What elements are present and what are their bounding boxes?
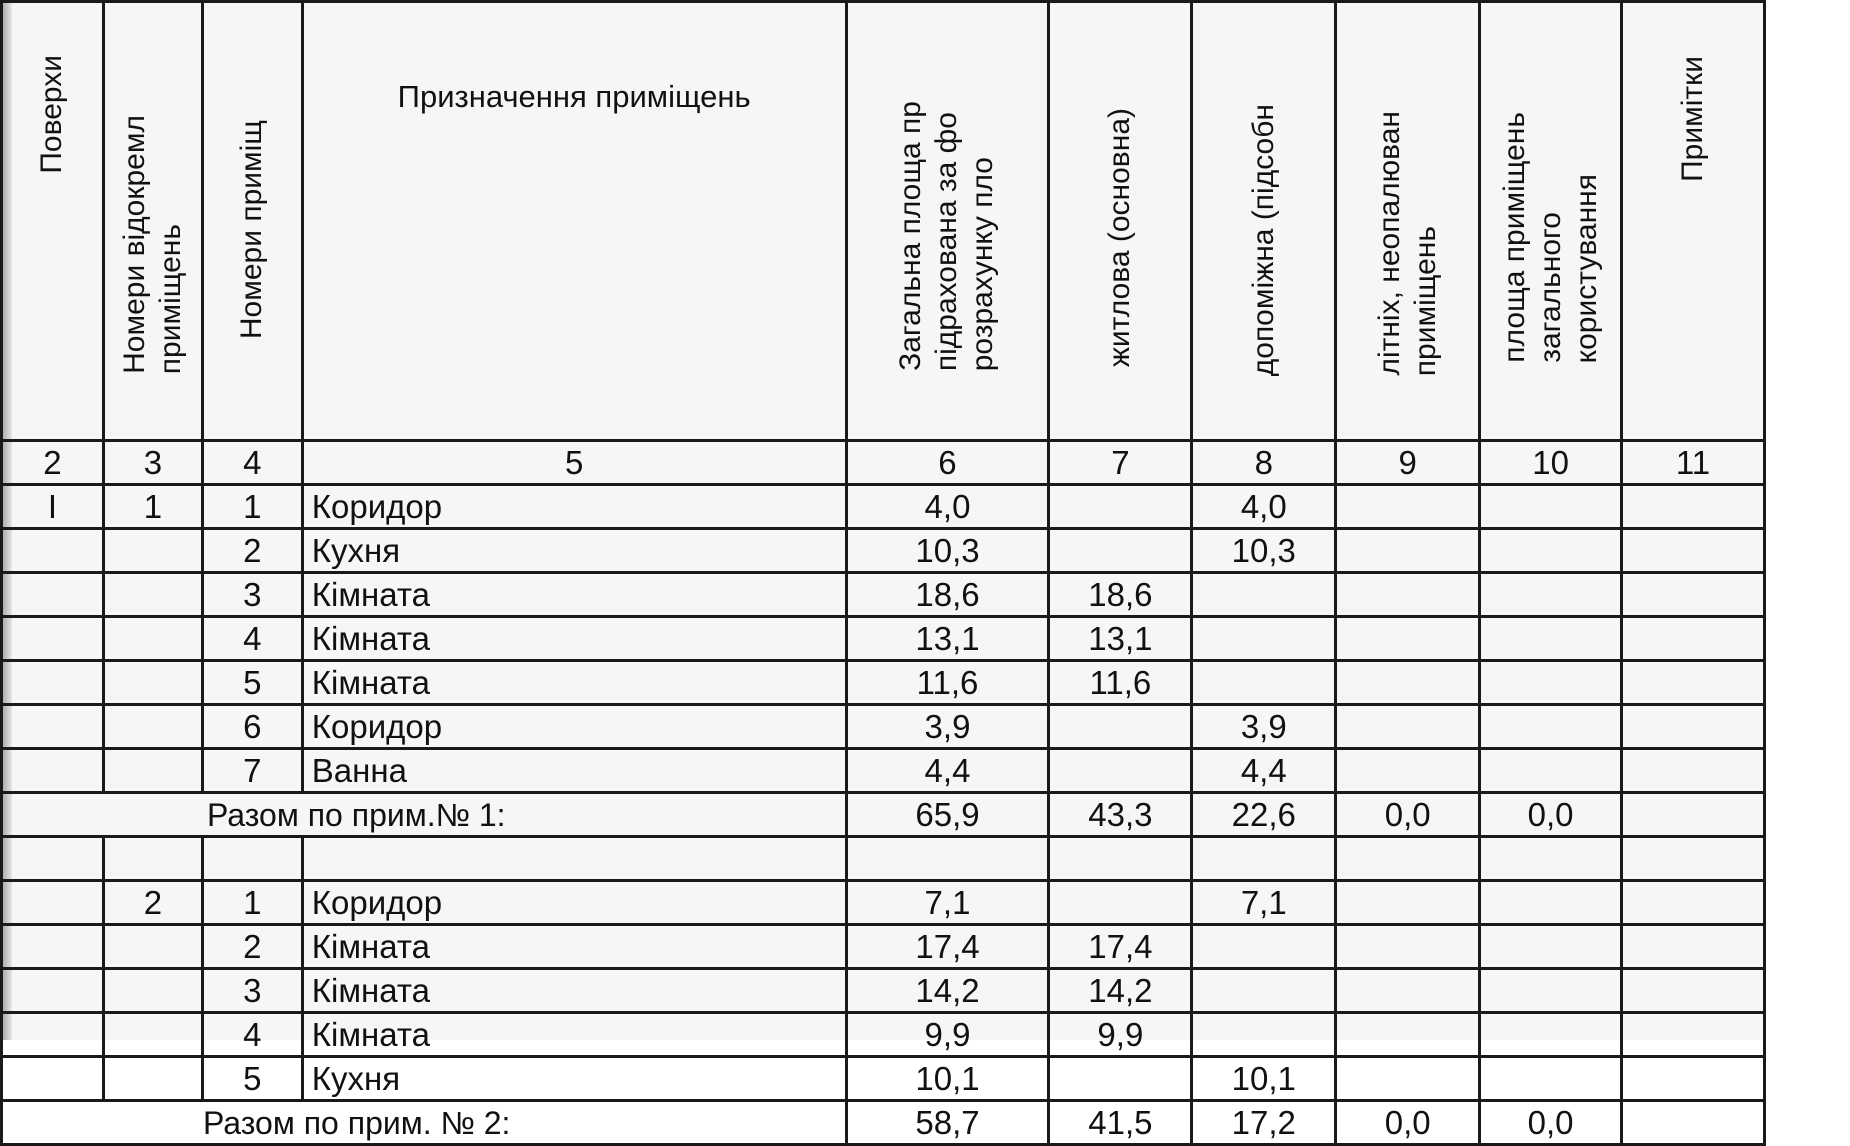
summer-area-cell	[1336, 881, 1480, 925]
aux-area-cell: 3,9	[1192, 705, 1336, 749]
aux-area-cell: 10,3	[1192, 529, 1336, 573]
col-number: 6	[846, 441, 1049, 485]
col-number: 11	[1622, 441, 1765, 485]
table-row	[2, 485, 1765, 529]
aux-area-cell: 10,1	[1192, 1057, 1336, 1101]
subtotal-summer: 0,0	[1336, 793, 1480, 837]
summer-area-cell	[1336, 837, 1480, 881]
room-number-cell: 2	[202, 925, 302, 969]
table-row	[2, 749, 1765, 793]
notes-cell	[1622, 925, 1765, 969]
summer-area-cell	[1336, 749, 1480, 793]
living-area-cell: 17,4	[1049, 925, 1192, 969]
living-area-cell: 9,9	[1049, 1013, 1192, 1057]
table-row	[2, 881, 1765, 925]
header-unit-numbers	[103, 2, 202, 441]
living-area-cell	[1049, 749, 1192, 793]
common-area-cell	[1480, 573, 1622, 617]
common-area-cell	[1480, 485, 1622, 529]
header-total-area	[846, 2, 1049, 441]
summer-area-cell	[1336, 573, 1480, 617]
subtotal-living: 43,3	[1049, 793, 1192, 837]
room-number-cell: 5	[202, 1057, 302, 1101]
subtotal-aux: 22,6	[1192, 793, 1336, 837]
floor-cell	[2, 1057, 104, 1101]
col-number: 7	[1049, 441, 1192, 485]
room-number-cell: 4	[202, 1013, 302, 1057]
unit-number-cell	[103, 573, 202, 617]
total-area-cell: 11,6	[846, 661, 1049, 705]
header-common-area	[1480, 2, 1622, 441]
unit-number-cell	[103, 1013, 202, 1057]
aux-area-cell	[1192, 969, 1336, 1013]
room-number-cell: 5	[202, 661, 302, 705]
summer-area-cell	[1336, 1013, 1480, 1057]
floor-cell: I	[2, 485, 104, 529]
aux-area-cell	[1192, 837, 1336, 881]
table-row	[2, 705, 1765, 749]
floor-cell	[2, 617, 104, 661]
room-name-cell: Коридор	[302, 485, 846, 529]
col-number: 8	[1192, 441, 1336, 485]
living-area-cell	[1049, 529, 1192, 573]
common-area-cell	[1480, 1013, 1622, 1057]
subtotal-common: 0,0	[1480, 1101, 1622, 1145]
notes-cell	[1622, 969, 1765, 1013]
subtotal-label-cell	[2, 793, 847, 837]
col-number: 4	[202, 441, 302, 485]
unit-number-cell	[103, 925, 202, 969]
header-purpose	[302, 2, 846, 441]
living-area-cell	[1049, 881, 1192, 925]
header-purpose-text: Призначення приміщень	[397, 79, 751, 114]
room-name-cell: Кімната	[302, 617, 846, 661]
total-area-cell	[846, 837, 1049, 881]
aux-area-cell	[1192, 925, 1336, 969]
total-area-cell: 18,6	[846, 573, 1049, 617]
header-unit-numbers-line1: Номери відокремл	[117, 115, 151, 374]
unit-number-cell	[103, 705, 202, 749]
unit-number-cell	[103, 1057, 202, 1101]
floor-cell	[2, 1013, 104, 1057]
living-area-cell: 11,6	[1049, 661, 1192, 705]
empty-row	[2, 837, 1765, 881]
summer-area-cell	[1336, 969, 1480, 1013]
notes-cell	[1622, 1057, 1765, 1101]
header-total-area-line3: розрахунку пло	[966, 156, 1000, 371]
summer-area-cell	[1336, 617, 1480, 661]
header-total-area-line1: Загальна площа пр	[894, 101, 928, 371]
floor-cell	[2, 969, 104, 1013]
subtotal-label-cell	[2, 1101, 847, 1145]
room-number-cell: 1	[202, 881, 302, 925]
common-area-cell	[1480, 705, 1622, 749]
header-floors	[2, 2, 104, 441]
header-auxiliary-area-text: допоміжна (підсобн	[1246, 103, 1280, 376]
notes-cell	[1622, 529, 1765, 573]
room-number-cell	[202, 837, 302, 881]
room-number-cell: 6	[202, 705, 302, 749]
unit-number-cell: 1	[103, 485, 202, 529]
total-area-cell: 4,0	[846, 485, 1049, 529]
common-area-cell	[1480, 749, 1622, 793]
floor-cell	[2, 925, 104, 969]
unit-number-cell	[103, 661, 202, 705]
room-number-cell: 4	[202, 617, 302, 661]
header-unit-numbers-line2: приміщень	[153, 223, 187, 374]
notes-cell	[1622, 617, 1765, 661]
notes-cell	[1622, 573, 1765, 617]
total-area-cell: 9,9	[846, 1013, 1049, 1057]
room-name-cell: Кімната	[302, 573, 846, 617]
living-area-cell: 18,6	[1049, 573, 1192, 617]
living-area-cell: 14,2	[1049, 969, 1192, 1013]
room-name-cell: Кімната	[302, 925, 846, 969]
room-name-cell	[302, 837, 846, 881]
header-common-area-line1: площа приміщень	[1497, 112, 1531, 363]
subtotal-label: Разом по прим. № 2:	[203, 1105, 511, 1141]
common-area-cell	[1480, 969, 1622, 1013]
unit-number-cell: 2	[103, 881, 202, 925]
table-row	[2, 925, 1765, 969]
summer-area-cell	[1336, 1057, 1480, 1101]
summer-area-cell	[1336, 485, 1480, 529]
total-area-cell: 3,9	[846, 705, 1049, 749]
subtotal-aux: 17,2	[1192, 1101, 1336, 1145]
room-name-cell: Кімната	[302, 969, 846, 1013]
notes-cell	[1622, 705, 1765, 749]
header-common-area-line3: користування	[1569, 173, 1603, 363]
unit-number-cell	[103, 837, 202, 881]
common-area-cell	[1480, 837, 1622, 881]
subtotal-total: 58,7	[846, 1101, 1049, 1145]
table-row	[2, 969, 1765, 1013]
subtotal-row-unit-1	[2, 793, 1765, 837]
room-number-cell: 1	[202, 485, 302, 529]
header-room-numbers	[202, 2, 302, 441]
common-area-cell	[1480, 617, 1622, 661]
room-number-cell: 2	[202, 529, 302, 573]
living-area-cell	[1049, 1057, 1192, 1101]
summer-area-cell	[1336, 529, 1480, 573]
unit-number-cell	[103, 969, 202, 1013]
summer-area-cell	[1336, 705, 1480, 749]
col-number: 3	[103, 441, 202, 485]
header-summer-rooms-line1: літніх, неопалюван	[1372, 111, 1406, 376]
total-area-cell: 10,1	[846, 1057, 1049, 1101]
subtotal-notes	[1622, 793, 1765, 837]
col-number: 2	[2, 441, 104, 485]
notes-cell	[1622, 1013, 1765, 1057]
header-living-area-text: житлова (основна)	[1103, 107, 1137, 367]
header-notes-text: Примітки	[1676, 56, 1710, 182]
aux-area-cell	[1192, 573, 1336, 617]
floor-cell	[2, 837, 104, 881]
subtotal-total: 65,9	[846, 793, 1049, 837]
subtotal-row-unit-2	[2, 1101, 1765, 1145]
col-number: 9	[1336, 441, 1480, 485]
floor-cell	[2, 529, 104, 573]
subtotal-notes	[1622, 1101, 1765, 1145]
table-row	[2, 661, 1765, 705]
table-row	[2, 529, 1765, 573]
room-number-cell: 3	[202, 573, 302, 617]
living-area-cell	[1049, 705, 1192, 749]
room-name-cell: Кімната	[302, 1013, 846, 1057]
room-name-cell: Коридор	[302, 705, 846, 749]
subtotal-common: 0,0	[1480, 793, 1622, 837]
living-area-cell	[1049, 837, 1192, 881]
floor-cell	[2, 749, 104, 793]
aux-area-cell	[1192, 617, 1336, 661]
header-total-area-line2: підрахована за фо	[930, 111, 964, 371]
table-row	[2, 1013, 1765, 1057]
common-area-cell	[1480, 881, 1622, 925]
header-summer-rooms-line2: приміщень	[1408, 225, 1442, 376]
room-name-cell: Кухня	[302, 529, 846, 573]
header-floors-text: Поверхи	[35, 55, 69, 174]
table-row	[2, 617, 1765, 661]
aux-area-cell	[1192, 1013, 1336, 1057]
table-row	[2, 1057, 1765, 1101]
room-name-cell: Кімната	[302, 661, 846, 705]
subtotal-label: Разом по прим.№ 1:	[207, 797, 506, 833]
header-living-area	[1049, 2, 1192, 441]
header-row	[2, 2, 1765, 441]
room-name-cell: Ванна	[302, 749, 846, 793]
common-area-cell	[1480, 661, 1622, 705]
aux-area-cell	[1192, 661, 1336, 705]
col-number: 5	[302, 441, 846, 485]
common-area-cell	[1480, 529, 1622, 573]
room-name-cell: Кухня	[302, 1057, 846, 1101]
living-area-cell: 13,1	[1049, 617, 1192, 661]
header-summer-rooms	[1336, 2, 1480, 441]
total-area-cell: 10,3	[846, 529, 1049, 573]
summer-area-cell	[1336, 925, 1480, 969]
total-area-cell: 13,1	[846, 617, 1049, 661]
summer-area-cell	[1336, 661, 1480, 705]
total-area-cell: 14,2	[846, 969, 1049, 1013]
notes-cell	[1622, 881, 1765, 925]
floor-cell	[2, 881, 104, 925]
notes-cell	[1622, 837, 1765, 881]
header-notes	[1622, 2, 1765, 441]
unit-number-cell	[103, 617, 202, 661]
total-area-cell: 17,4	[846, 925, 1049, 969]
col-number: 10	[1480, 441, 1622, 485]
aux-area-cell: 7,1	[1192, 881, 1336, 925]
notes-cell	[1622, 661, 1765, 705]
right-margin	[1766, 0, 1850, 1040]
floor-cell	[2, 573, 104, 617]
total-area-cell: 4,4	[846, 749, 1049, 793]
notes-cell	[1622, 485, 1765, 529]
unit-number-cell	[103, 529, 202, 573]
unit-number-cell	[103, 749, 202, 793]
aux-area-cell: 4,4	[1192, 749, 1336, 793]
table-row	[2, 573, 1765, 617]
header-auxiliary-area	[1192, 2, 1336, 441]
room-number-cell: 7	[202, 749, 302, 793]
common-area-cell	[1480, 925, 1622, 969]
total-area-cell: 7,1	[846, 881, 1049, 925]
room-number-cell: 3	[202, 969, 302, 1013]
header-common-area-line2: загального	[1533, 212, 1567, 363]
aux-area-cell: 4,0	[1192, 485, 1336, 529]
header-room-numbers-text: Номери приміщ	[235, 119, 269, 339]
column-number-row	[2, 441, 1765, 485]
floor-cell	[2, 661, 104, 705]
notes-cell	[1622, 749, 1765, 793]
room-name-cell: Коридор	[302, 881, 846, 925]
subtotal-summer: 0,0	[1336, 1101, 1480, 1145]
floor-cell	[2, 705, 104, 749]
common-area-cell	[1480, 1057, 1622, 1101]
subtotal-living: 41,5	[1049, 1101, 1192, 1145]
living-area-cell	[1049, 485, 1192, 529]
